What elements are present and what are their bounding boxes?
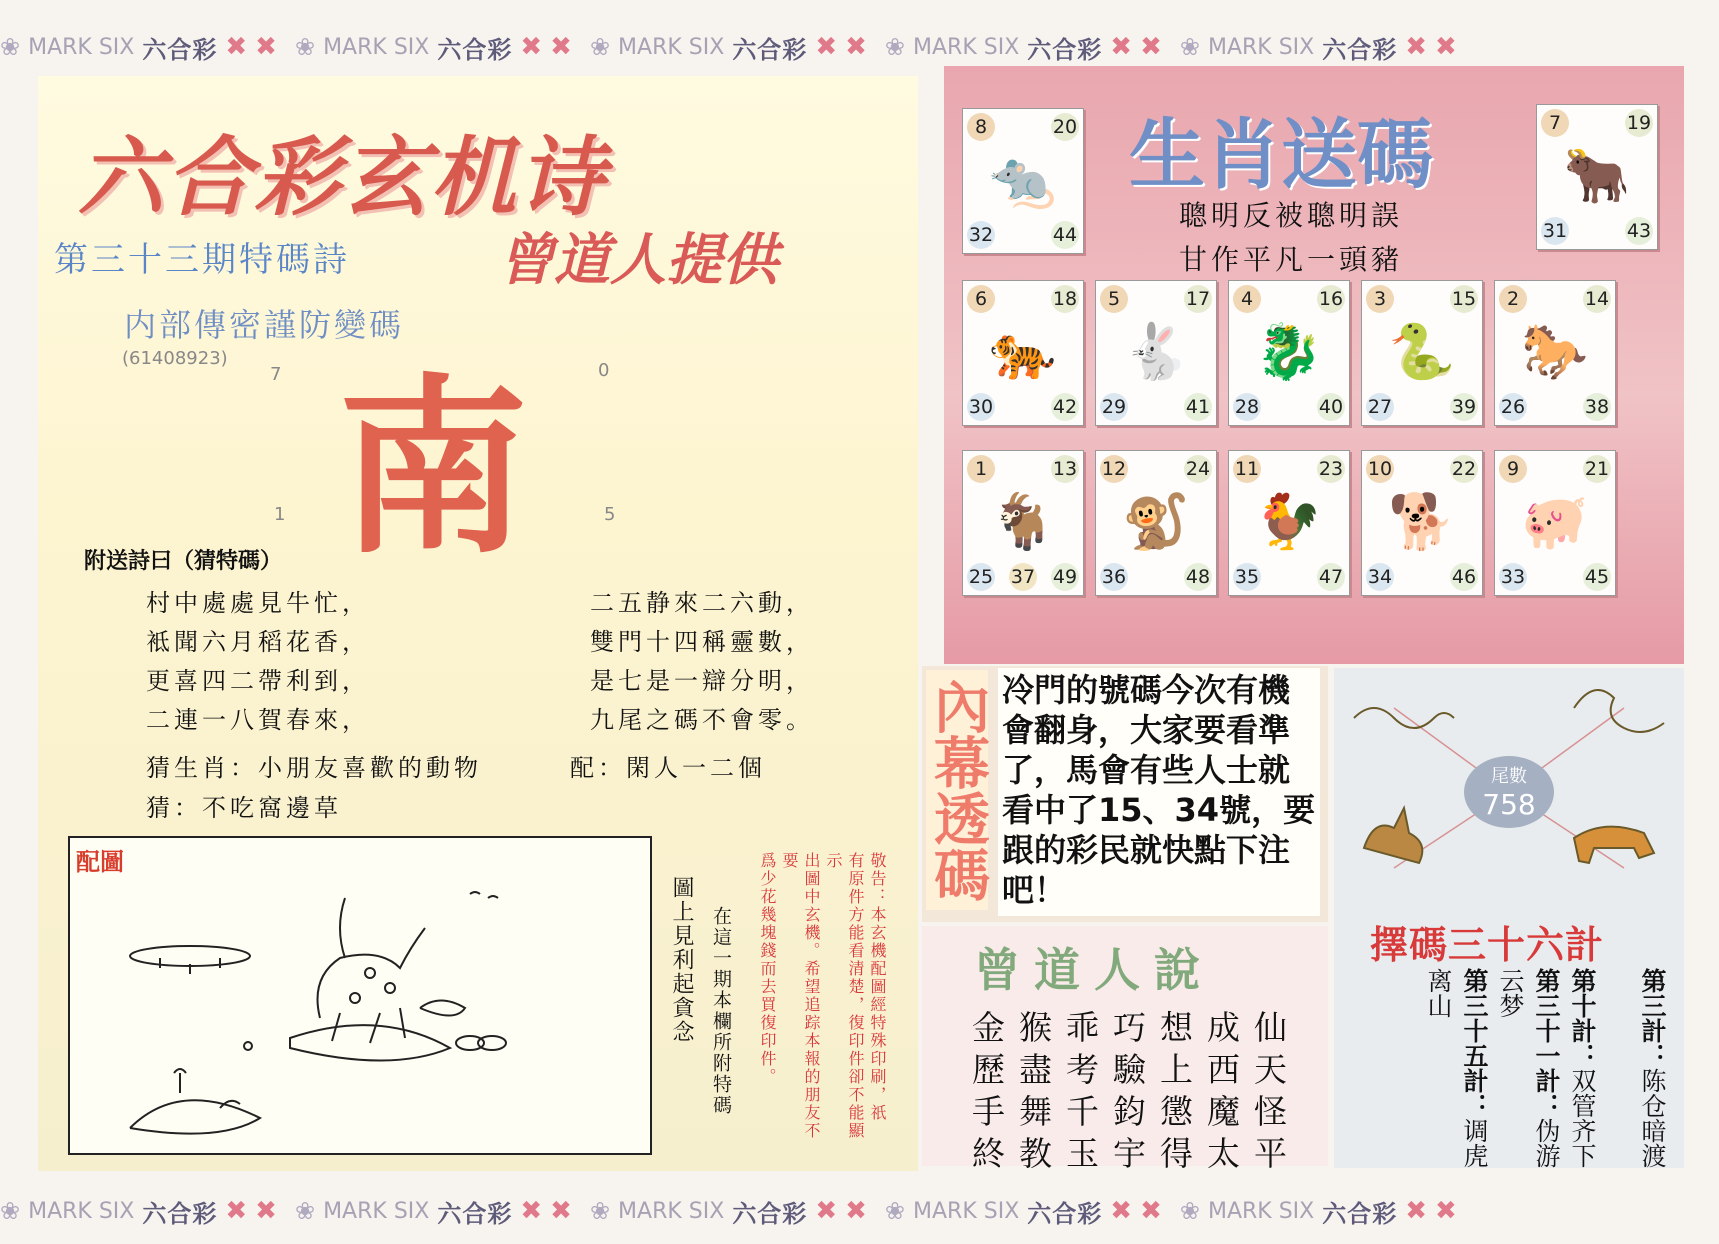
zodiac-number: 13 [1051, 455, 1079, 483]
cross-icon: ✖ [255, 32, 277, 62]
caption-note-2: 在這一期本欄所附特碼 [710, 906, 732, 1116]
poem-line: 二五静來二六動， [590, 589, 814, 617]
brand-en: MARK SIX [28, 1198, 135, 1224]
cross-icon: ✖ [815, 32, 838, 62]
flower-icon: ❀ [294, 33, 316, 61]
corner-number: 1 [274, 504, 286, 525]
cross-icon: ✖ [845, 32, 867, 62]
goat-icon: 🐐 [989, 490, 1057, 553]
brand-cn: 六合彩 [142, 35, 218, 64]
zodiac-number: 35 [1233, 563, 1261, 591]
big-character: 南 [338, 358, 529, 579]
cross-icon: ✖ [225, 1196, 248, 1226]
brand-unit [590, 1194, 867, 1229]
inside-tip-panel [922, 666, 1328, 922]
pig-icon: 🐖 [1521, 490, 1589, 553]
poem-line: 村中處處見牛忙， [146, 589, 370, 617]
flower-icon: ❀ [884, 33, 906, 61]
cross-icon: ✖ [1140, 32, 1162, 62]
flower-icon: ❀ [0, 1197, 21, 1225]
brand-en: MARK SIX [913, 34, 1020, 60]
zodiac-number: 22 [1450, 455, 1478, 483]
zodiac-number: 42 [1051, 393, 1079, 421]
zodiac-number: 11 [1233, 455, 1261, 483]
zodiac-card [1228, 280, 1350, 426]
corner-number: 5 [604, 504, 616, 525]
brand-cn: 六合彩 [1322, 1199, 1398, 1228]
zodiac-number: 44 [1051, 221, 1079, 249]
hint-guess: 猜：不吃窩邊草 [146, 794, 342, 822]
corner-number: 0 [598, 360, 610, 381]
cross-icon: ✖ [845, 1196, 867, 1226]
print-warning: 敬告：本玄機配圖經特殊印刷，祇 有原件方能看清楚，復印件卻不能顯示 出圖中玄機。希望追踪本報的朋友不要 爲少花幾塊錢而去買復印件。 [758, 852, 887, 1140]
cross-icon: ✖ [255, 1196, 277, 1226]
ox-icon: 🐂 [1563, 144, 1631, 207]
picture-label: 配圖 [76, 847, 124, 876]
brand-en: MARK SIX [323, 34, 430, 60]
zodiac-number: 30 [967, 393, 995, 421]
brand-cn: 六合彩 [732, 1199, 808, 1228]
cross-icon: ✖ [1110, 32, 1133, 62]
zodiac-number: 40 [1317, 393, 1345, 421]
zodiac-number: 2 [1499, 285, 1527, 313]
brand-en: MARK SIX [618, 34, 725, 60]
rabbit-icon: 🐇 [1122, 320, 1190, 383]
top-brand-strip [0, 22, 1719, 72]
brand-en: MARK SIX [618, 1198, 725, 1224]
zodiac-number: 48 [1184, 563, 1212, 591]
provider-title: 曾道人提供 [498, 228, 778, 293]
zodiac-number: 1 [967, 455, 995, 483]
snake-icon: 🐍 [1388, 320, 1456, 383]
cross-icon: ✖ [815, 1196, 838, 1226]
zodiac-number: 33 [1499, 563, 1527, 591]
rat-icon: 🐀 [989, 148, 1057, 211]
secret-line: 内部傳密謹防變碼 [124, 306, 405, 344]
poem-line: 雙門十四稱靈數， [590, 628, 814, 656]
picture-box [68, 836, 652, 1155]
poem-left-column [146, 584, 370, 740]
zodiac-card [962, 450, 1084, 596]
zodiac-number: 19 [1625, 109, 1653, 137]
inside-tip-label: 內幕透碼 [926, 670, 988, 910]
main-title: 六合彩玄机诗 [78, 128, 606, 228]
zodiac-number: 9 [1499, 455, 1527, 483]
zodiac-number: 41 [1184, 393, 1212, 421]
zodiac-number: 23 [1317, 455, 1345, 483]
rooster-icon: 🐓 [1255, 490, 1323, 553]
zodiac-number: 18 [1051, 285, 1079, 313]
cross-icon: ✖ [1435, 1196, 1457, 1226]
zodiac-numbers-panel [944, 66, 1684, 664]
zodiac-number: 12 [1100, 455, 1128, 483]
cross-icon: ✖ [520, 1196, 543, 1226]
zodiac-verse-line: 聰明反被聰明誤 [1179, 199, 1404, 232]
cross-icon: ✖ [550, 1196, 572, 1226]
poem-line: 是七是一辯分明， [590, 667, 814, 695]
zodiac-card [1361, 280, 1483, 426]
zodiac-card [1361, 450, 1483, 596]
brand-unit [590, 30, 867, 65]
zodiac-number: 10 [1366, 455, 1394, 483]
flower-icon: ❀ [294, 1197, 316, 1225]
zodiac-number: 38 [1583, 393, 1611, 421]
cross-icon: ✖ [1405, 32, 1428, 62]
brand-unit [1180, 30, 1457, 65]
master-says-panel [922, 926, 1328, 1173]
zodiac-card [1228, 450, 1350, 596]
bottom-brand-strip [0, 1186, 1719, 1236]
brand-en: MARK SIX [28, 34, 135, 60]
brand-cn: 六合彩 [732, 35, 808, 64]
cross-icon: ✖ [1140, 1196, 1162, 1226]
cross-icon: ✖ [550, 32, 572, 62]
phone-number: (61408923) [122, 348, 228, 369]
brand-unit [0, 1194, 277, 1229]
master-says-title: 曾道人說 [974, 943, 1214, 997]
hint-pair: 配：閑人一二個 [570, 754, 766, 782]
tiger-icon: 🐅 [989, 320, 1057, 383]
brand-cn: 六合彩 [437, 1199, 513, 1228]
zodiac-number: 32 [967, 221, 995, 249]
brand-cn: 六合彩 [437, 35, 513, 64]
zodiac-card [1494, 450, 1616, 596]
master-verse-line: 歷盡考驗上西天 [972, 1050, 1301, 1089]
poem-line: 九尾之碼不會零。 [590, 706, 814, 734]
zodiac-number: 15 [1450, 285, 1478, 313]
caption-note: 圖上見利起貪念 [669, 876, 694, 1044]
zodiac-number: 39 [1450, 393, 1478, 421]
brand-en: MARK SIX [913, 1198, 1020, 1224]
brand-unit [0, 30, 277, 65]
zodiac-number: 31 [1541, 217, 1569, 245]
zodiac-number: 4 [1233, 285, 1261, 313]
brand-unit [295, 1194, 572, 1229]
flower-icon: ❀ [589, 33, 611, 61]
brand-cn: 六合彩 [142, 1199, 218, 1228]
zodiac-card [962, 108, 1084, 254]
flower-icon: ❀ [1179, 33, 1200, 61]
zodiac-number: 5 [1100, 285, 1128, 313]
inside-tip-text: 冷門的號碼今次有機會翻身，大家要看準了，馬會有些人士就看中了15、34號，要跟的彩民就快點下注吧！ [998, 668, 1320, 916]
master-verse-line: 手舞千鈞懲魔怪 [972, 1092, 1301, 1131]
zodiac-card [1095, 450, 1217, 596]
zodiac-number: 29 [1100, 393, 1128, 421]
dog-icon: 🐕 [1388, 490, 1456, 553]
zodiac-card [962, 280, 1084, 426]
zodiac-number: 14 [1583, 285, 1611, 313]
zodiac-card [1494, 280, 1616, 426]
flower-icon: ❀ [0, 33, 21, 61]
zodiac-number: 7 [1541, 109, 1569, 137]
hint-zodiac: 猜生肖：小朋友喜歡的動物 [146, 754, 482, 782]
horse-icon: 🐎 [1521, 320, 1589, 383]
zodiac-verse-line: 甘作平凡一頭豬 [1179, 243, 1404, 276]
zodiac-number: 3 [1366, 285, 1394, 313]
zodiac-number: 43 [1625, 217, 1653, 245]
zodiac-number: 17 [1184, 285, 1212, 313]
zodiac-number: 26 [1499, 393, 1527, 421]
brand-cn: 六合彩 [1027, 1199, 1103, 1228]
brand-cn: 六合彩 [1027, 35, 1103, 64]
brand-en: MARK SIX [1207, 1198, 1315, 1224]
zodiac-number: 36 [1100, 563, 1128, 591]
tactic-item: 第三計：陈仓暗渡 [1638, 968, 1667, 1168]
brand-unit [885, 30, 1162, 65]
tactic-item: 第三十一計：伪游云梦 [1496, 968, 1561, 1168]
tactics-title: 擇碼三十六計 [1370, 922, 1605, 967]
zodiac-title: 生肖送碼 [1129, 110, 1433, 199]
poem-right-column [590, 584, 814, 740]
brand-unit [295, 30, 572, 65]
master-verse-line: 金猴乖巧想成仙 [972, 1008, 1301, 1047]
corner-number: 7 [270, 364, 282, 385]
zodiac-number: 46 [1450, 563, 1478, 591]
poem-line: 二連一八賀春來， [146, 706, 370, 734]
flower-icon: ❀ [1179, 1197, 1200, 1225]
brand-en: MARK SIX [323, 1198, 430, 1224]
dragon-icon: 🐉 [1255, 320, 1323, 383]
cross-icon: ✖ [1110, 1196, 1133, 1226]
zodiac-number: 27 [1366, 393, 1394, 421]
zodiac-number: 28 [1233, 393, 1261, 421]
zodiac-number: 47 [1317, 563, 1345, 591]
zodiac-number: 24 [1184, 455, 1212, 483]
tail-number-panel [1334, 668, 1684, 1168]
brand-en: MARK SIX [1207, 34, 1315, 60]
poem-line: 更喜四二帶利到， [146, 667, 370, 695]
zodiac-number: 34 [1366, 563, 1394, 591]
flower-icon: ❀ [884, 1197, 906, 1225]
brand-cn: 六合彩 [1322, 35, 1398, 64]
zodiac-number: 21 [1583, 455, 1611, 483]
master-verse-line: 終教玉宇得太平 [972, 1134, 1301, 1173]
tactic-item: 第十計：双管齐下 [1568, 968, 1597, 1168]
zodiac-number: 16 [1317, 285, 1345, 313]
zodiac-number: 6 [967, 285, 995, 313]
cross-icon: ✖ [225, 32, 248, 62]
tactic-item: 第三十五計：调虎离山 [1424, 968, 1489, 1168]
issue-title: 第三十三期特碼詩 [54, 240, 350, 280]
cross-icon: ✖ [1435, 32, 1457, 62]
tail-number-badge: 尾數 758 [1464, 756, 1554, 828]
monkey-icon: 🐒 [1122, 490, 1190, 553]
flower-icon: ❀ [589, 1197, 611, 1225]
zodiac-card [1536, 104, 1658, 250]
zodiac-number: 25 [967, 563, 995, 591]
zodiac-number: 49 [1051, 563, 1079, 591]
zodiac-number: 20 [1051, 113, 1079, 141]
mystery-poem-panel [38, 76, 918, 1171]
brand-unit [1180, 1194, 1457, 1229]
deer-illustration-icon [70, 838, 646, 1149]
zodiac-number: 45 [1583, 563, 1611, 591]
cross-icon: ✖ [1405, 1196, 1428, 1226]
poem-line: 袛聞六月稻花香， [146, 628, 370, 656]
zodiac-number: 37 [1009, 563, 1037, 591]
zodiac-card [1095, 280, 1217, 426]
brand-unit [885, 1194, 1162, 1229]
poem-heading: 附送詩曰（猜特碼） [84, 548, 283, 574]
cross-icon: ✖ [520, 32, 543, 62]
zodiac-number: 8 [967, 113, 995, 141]
